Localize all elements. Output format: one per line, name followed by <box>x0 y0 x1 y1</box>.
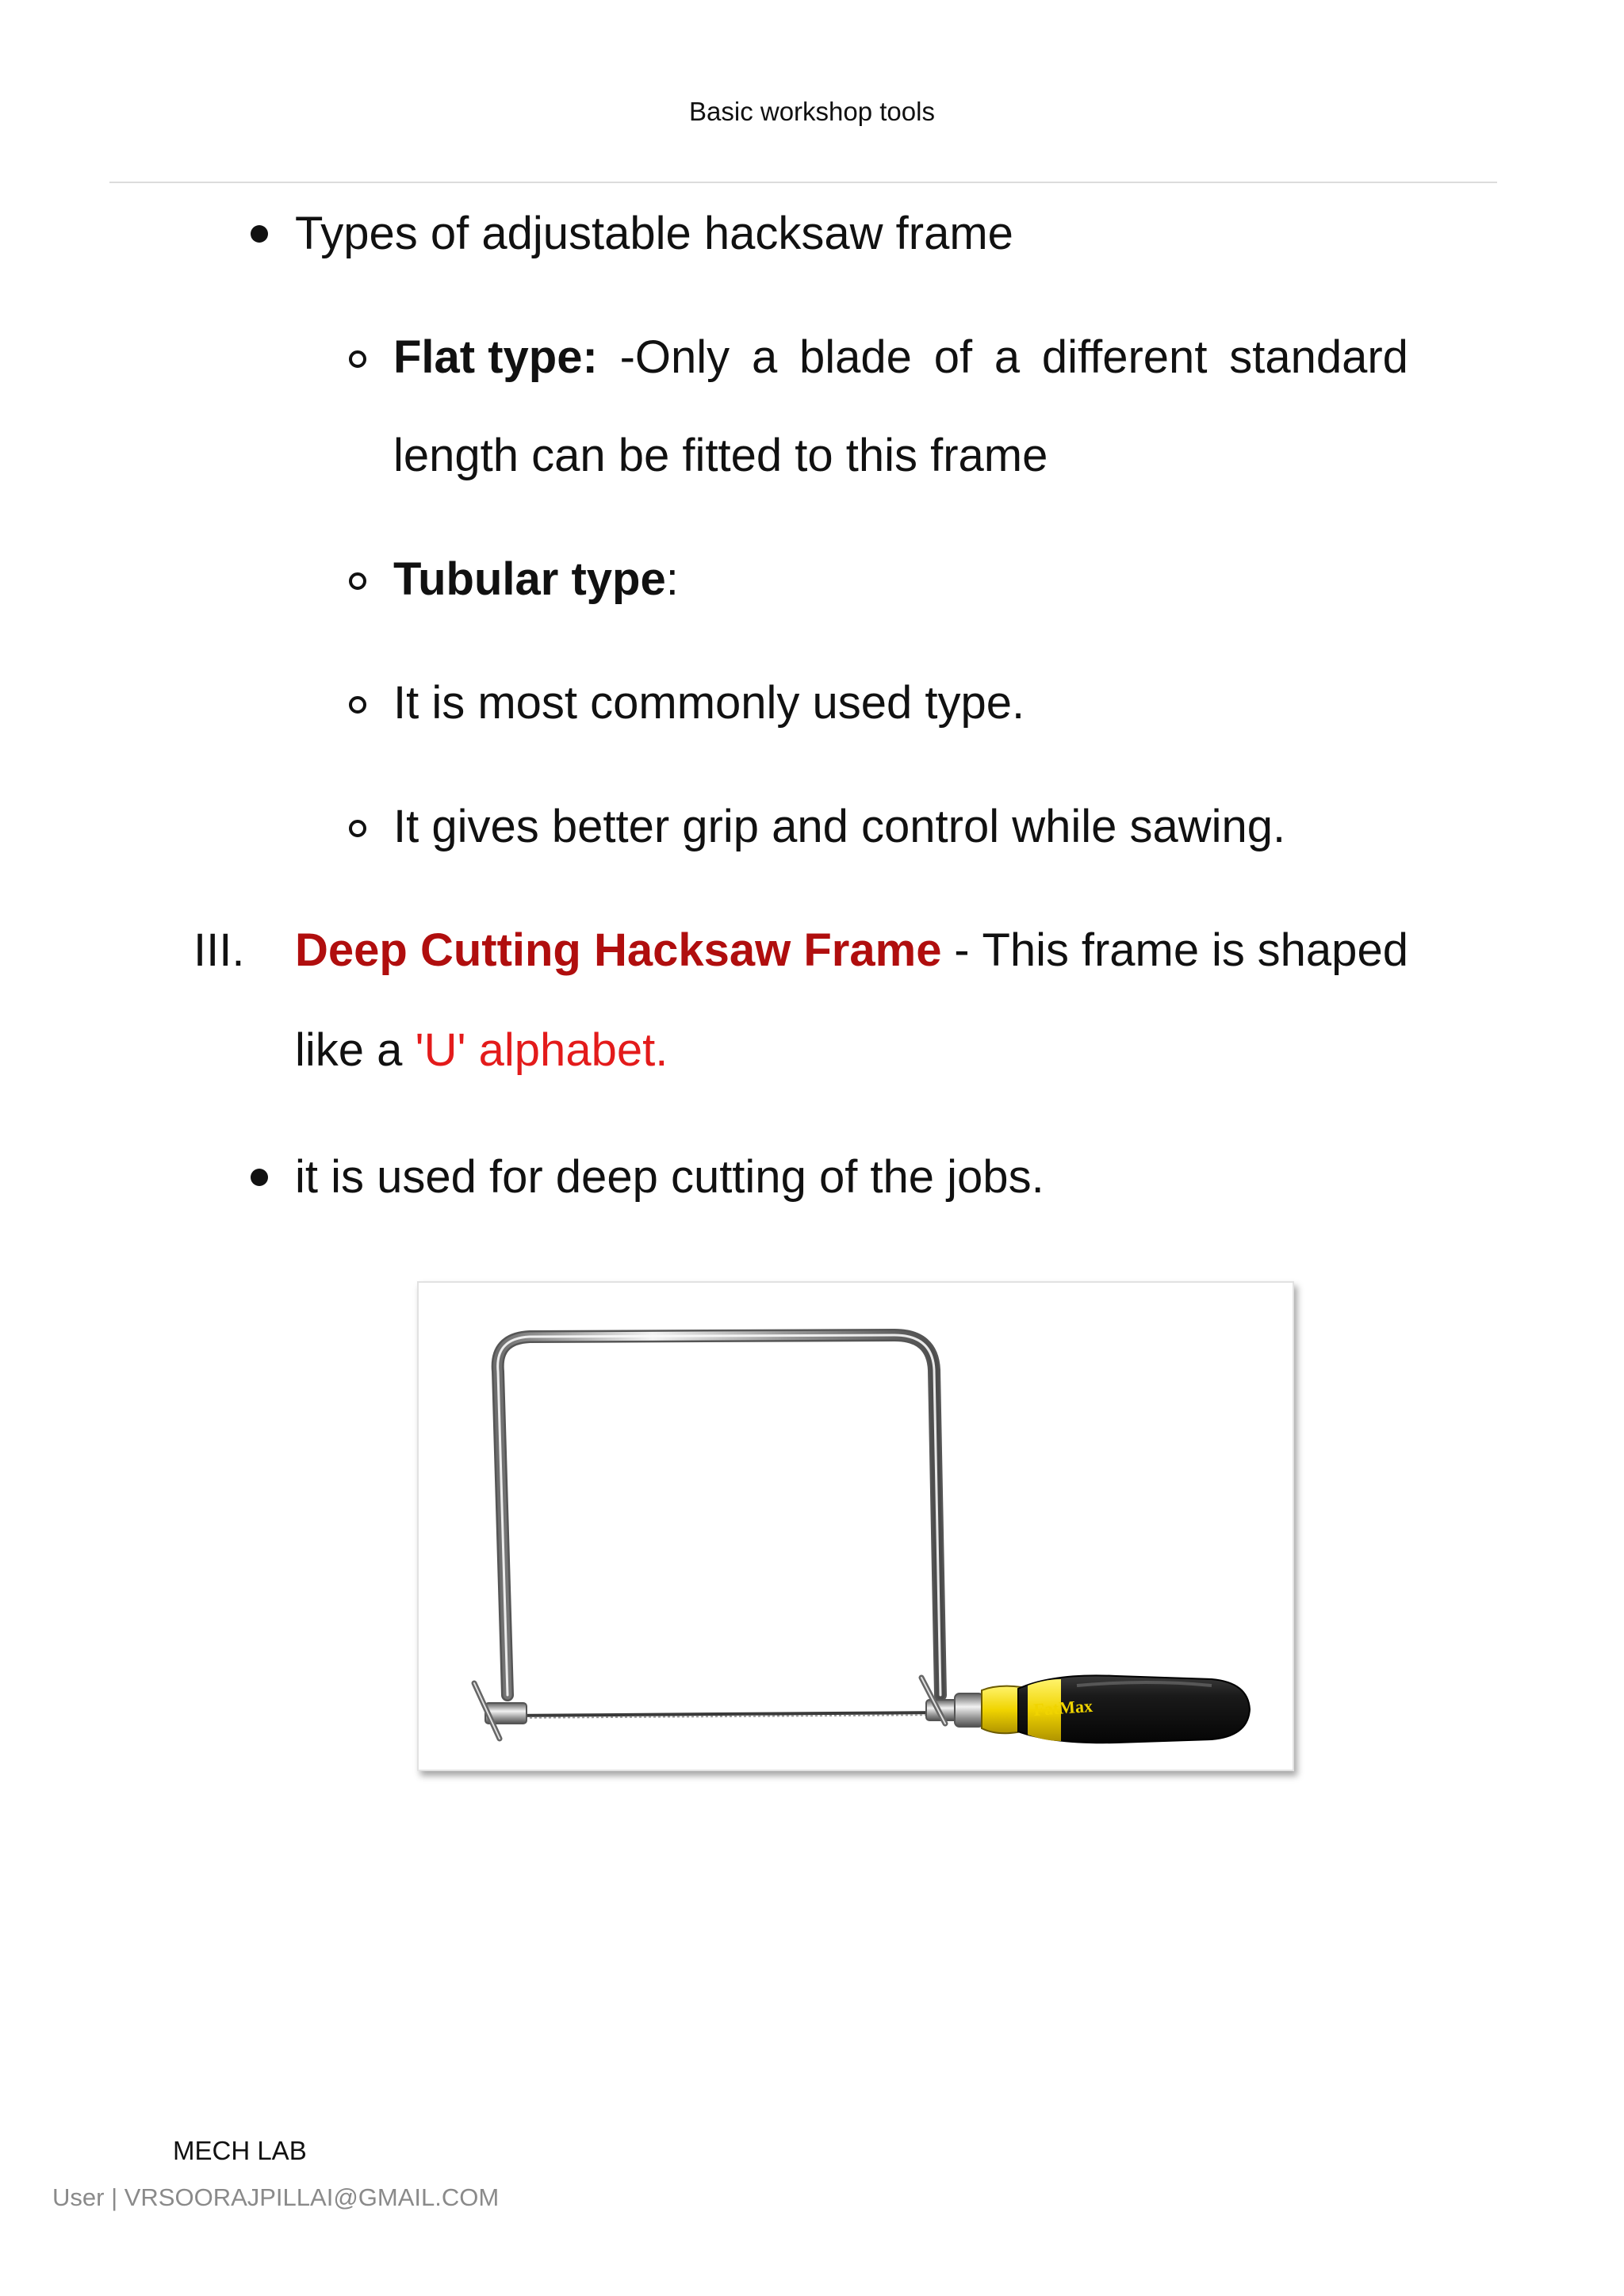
flat-type-word: a <box>994 331 1021 383</box>
tubular-type-line <box>393 553 679 605</box>
tubular-type-colon: : <box>665 553 679 605</box>
hacksaw-figure <box>417 1281 1294 1771</box>
flat-type-line-1 <box>393 331 1408 383</box>
flat-type-word: blade <box>799 331 912 383</box>
section-numeral: III. <box>193 924 245 976</box>
frame-highlight <box>498 1335 940 1695</box>
handle-brand-text: FatMax <box>1032 1695 1094 1720</box>
deep-cutting-point: it is used for deep cutting of the jobs. <box>295 1151 1044 1203</box>
flat-type-word: of <box>933 331 973 383</box>
section-line-2-prefix: like a <box>295 1024 416 1076</box>
bullet-circle-icon <box>349 820 366 837</box>
hacksaw-illustration <box>419 1283 1293 1770</box>
section-word: shaped <box>1257 924 1408 976</box>
handle-ferrule <box>955 1693 983 1727</box>
flat-type-word: different <box>1041 331 1208 383</box>
bullet-dot-icon <box>251 225 268 243</box>
frame-bar <box>498 1335 940 1695</box>
flat-type-word: a <box>751 331 778 383</box>
page-header: Basic workshop tools <box>689 97 935 126</box>
footer-lab: MECH LAB <box>173 2136 307 2165</box>
tubular-point-2: It gives better grip and control while sawing. <box>393 801 1286 852</box>
bullet-dot-icon <box>251 1169 268 1186</box>
section-word: - <box>954 924 970 976</box>
section-word: frame <box>1081 924 1200 976</box>
flat-type-word: standard <box>1229 331 1408 383</box>
section-line-2 <box>295 1024 668 1076</box>
section-title: Deep Cutting Hacksaw Frame <box>295 924 942 976</box>
bullet-circle-icon <box>349 350 366 368</box>
header-divider <box>109 182 1497 183</box>
tubular-point-1: It is most commonly used type. <box>393 677 1025 729</box>
saw-blade <box>501 1712 947 1716</box>
types-heading: Types of adjustable hacksaw frame <box>295 208 1013 259</box>
flat-type-word: -Only <box>619 331 730 383</box>
section-word: is <box>1211 924 1245 976</box>
flat-type-line-2: length can be fitted to this frame <box>393 430 1048 481</box>
frame-outline <box>498 1335 940 1695</box>
bullet-circle-icon <box>349 572 366 590</box>
flat-type-label: Flat type: <box>393 331 598 383</box>
handle-yellow-collar <box>982 1686 1021 1734</box>
section-highlight: 'U' alphabet. <box>415 1024 668 1076</box>
footer-user: User | VRSOORAJPILLAI@GMAIL.COM <box>52 2183 500 2211</box>
section-word: This <box>982 924 1070 976</box>
tubular-type-label: Tubular type <box>393 553 666 605</box>
bullet-circle-icon <box>349 696 366 714</box>
section-line-1 <box>295 924 1408 976</box>
